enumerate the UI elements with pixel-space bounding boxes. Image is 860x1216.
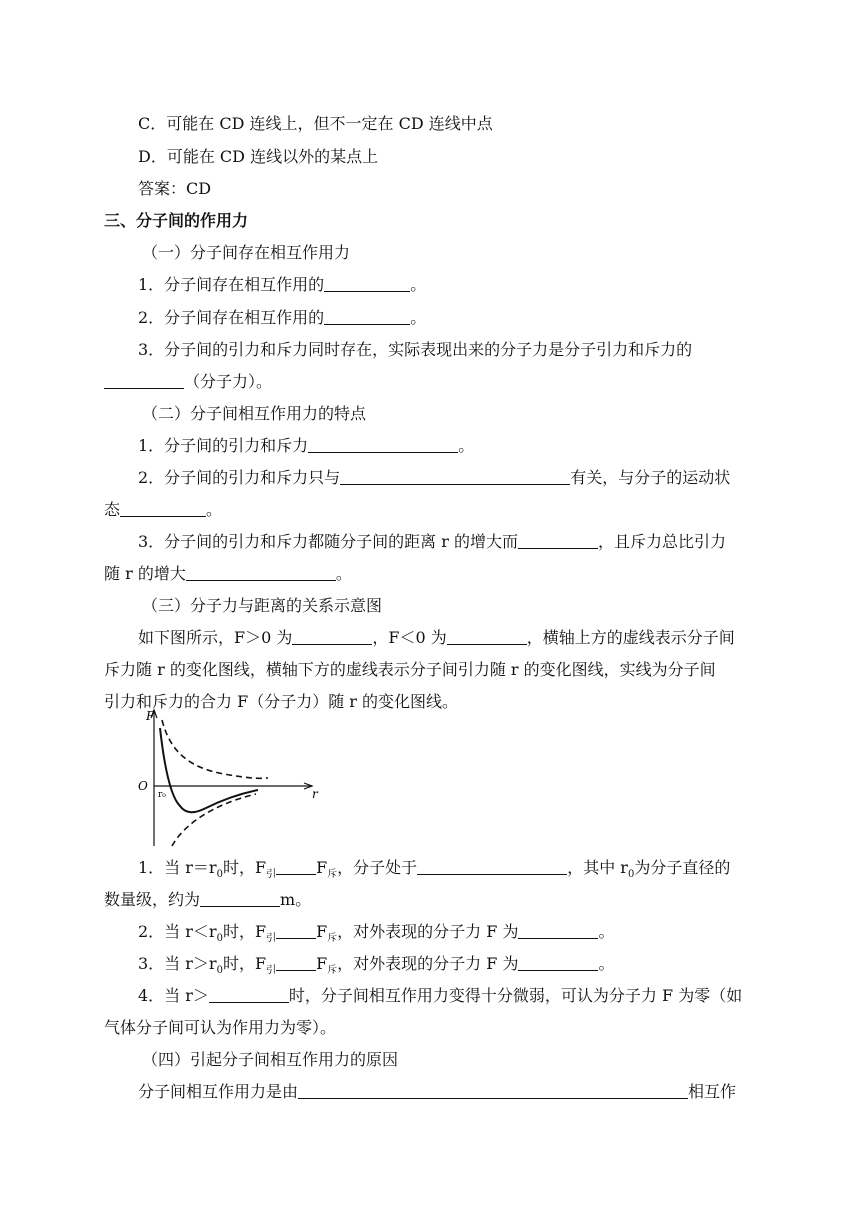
fill-blank[interactable] [324, 306, 410, 325]
sub4-para: 分子间相互作用力是由 相互作 [138, 1082, 737, 1101]
option-d: D．可能在 CD 连线以外的某点上 [138, 147, 379, 166]
fill-blank[interactable] [308, 434, 458, 453]
option-c: C．可能在 CD 连线上，但不一定在 CD 连线中点 [138, 114, 493, 133]
fill-blank[interactable] [276, 856, 316, 875]
fill-blank[interactable] [292, 626, 372, 645]
fill-blank[interactable] [186, 562, 336, 581]
fill-blank[interactable] [518, 920, 598, 939]
question-3: 3．当 $r>r_0$时，$F_引$ $F_斥$，对外表现的分子力 F 为 。 [138, 954, 615, 976]
subsection-4-title: （四）引起分子间相互作用力的原因 [142, 1050, 399, 1069]
sub1-item-3-cont: （分子力）。 [104, 366, 760, 398]
question-1-cont: 数量级，约为 m。 [104, 890, 312, 909]
fill-blank[interactable] [324, 273, 410, 292]
fill-blank[interactable] [276, 952, 316, 971]
section-title: 三、分子间的作用力 [104, 211, 249, 230]
question-4: 4．当 r＞ 时，分子间相互作用力变得十分微弱，可认为分子力 F 为零（如 [138, 986, 743, 1005]
question-1: 1．当 $r=r_0$时，$F_引$ $F_斥$，分子处于 ，其中 $r_0$为分子直径的 [138, 858, 731, 880]
axis-label-r0: r₀ [158, 790, 166, 800]
fill-blank[interactable] [276, 920, 316, 939]
fill-blank[interactable] [417, 856, 567, 875]
fill-blank[interactable] [298, 1080, 688, 1099]
axis-label-r: r [312, 787, 318, 801]
axis-label-origin: O [138, 779, 148, 793]
fill-blank[interactable] [209, 984, 289, 1003]
fill-blank[interactable] [200, 888, 280, 907]
attraction-curve [172, 794, 256, 846]
sub2-item-1: 1．分子间的引力和斥力 。 [138, 436, 475, 455]
sub3-para-1: 如下图所示，F＞0 为 ，F＜0 为 ，横轴上方的虚线表示分子间 [138, 628, 735, 647]
fill-blank[interactable] [104, 370, 184, 389]
sub1-item-2: 2．分子间存在相互作用的 。 [138, 308, 427, 327]
fill-blank[interactable] [340, 466, 570, 485]
answer: 答案：CD [138, 179, 212, 198]
fill-blank[interactable] [447, 626, 527, 645]
fill-blank[interactable] [518, 952, 598, 971]
force-distance-graph [136, 706, 322, 848]
fill-blank[interactable] [518, 530, 598, 549]
sub2-item-3-cont: 随 r 的增大 。 [104, 564, 352, 583]
fill-blank[interactable] [120, 498, 206, 517]
repulsion-curve [162, 720, 268, 778]
sub3-para-3: 引力和斥力的合力 F（分子力）随 r 的变化图线。 [104, 692, 459, 711]
question-2: 2．当 $r<r_0$时，$F_引$ $F_斥$，对外表现的分子力 F 为 。 [138, 922, 615, 944]
axis-label-f: F [146, 709, 155, 723]
sub2-item-2-cont: 态 。 [104, 500, 223, 519]
subsection-3-title: （三）分子力与距离的关系示意图 [142, 596, 383, 615]
sub3-para-2: 斥力随 r 的变化图线，横轴下方的虚线表示分子间引力随 r 的变化图线，实线为分子间 [104, 660, 716, 679]
subsection-1-title: （一）分子间存在相互作用力 [142, 243, 351, 262]
sub2-item-3: 3．分子间的引力和斥力都随分子间的距离 r 的增大而 ，且斥力总比引力 [138, 532, 727, 551]
question-4-cont: 气体分子间可认为作用力为零）。 [104, 1018, 337, 1037]
subsection-2-title: （二）分子间相互作用力的特点 [142, 404, 367, 423]
sub1-item-3: 3．分子间的引力和斥力同时存在，实际表现出来的分子力是分子引力和斥力的 [138, 340, 693, 359]
sub1-item-1: 1．分子间存在相互作用的 。 [138, 275, 427, 294]
sub2-item-2: 2．分子间的引力和斥力只与 有关，与分子的运动状 [138, 468, 731, 487]
molecular-force-diagram [136, 706, 322, 848]
